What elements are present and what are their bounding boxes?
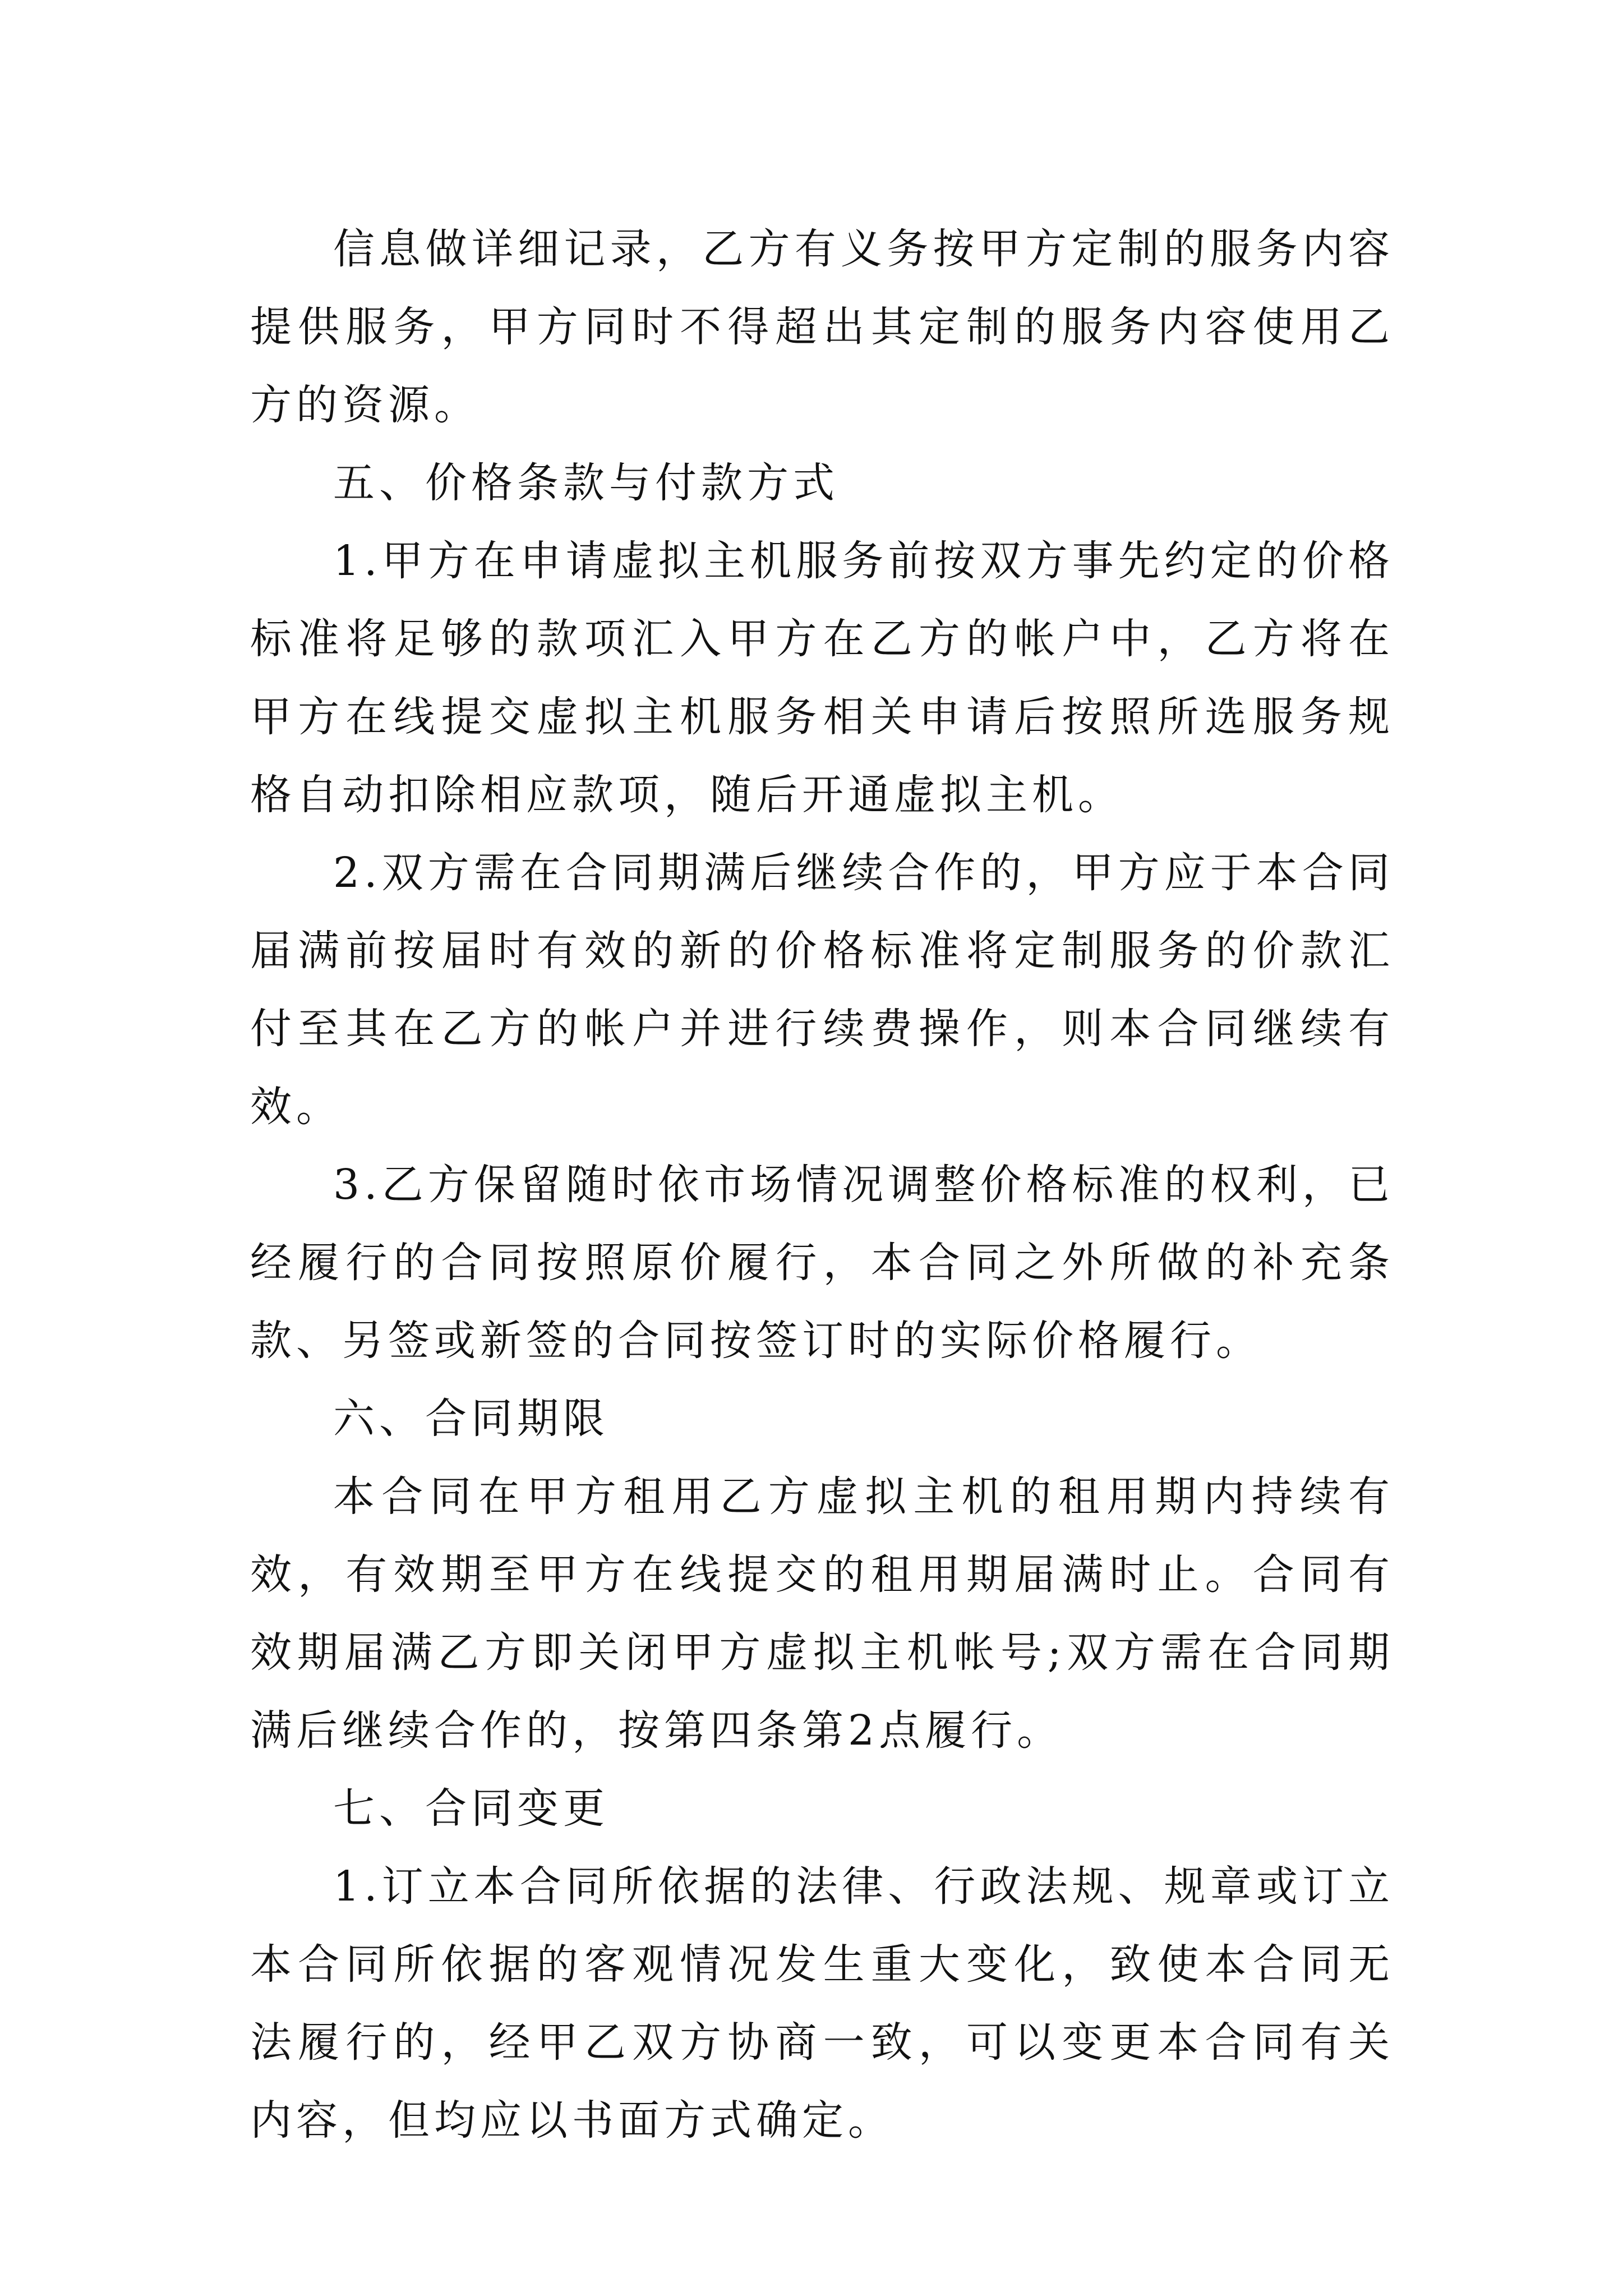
paragraph-continued: 信息做详细记录，乙方有义务按甲方定制的服务内容提供服务，甲方同时不得超出其定制的服务内容使用乙方的资源。 <box>250 225 1394 429</box>
document-body <box>250 210 1394 2160</box>
section-heading-seven: 七、合同变更 <box>333 1784 609 1833</box>
section-heading-five: 五、价格条款与付款方式 <box>333 459 839 507</box>
paragraph-five-1: 1.甲方在申请虚拟主机服务前按双方事先约定的价格标准将足够的款项汇入甲方在乙方的帐户中，乙方将在甲方在线提交虚拟主机服务相关申请后按照所选服务规格自动扣除相应款项，随后开通虚拟主机。 <box>250 537 1394 819</box>
paragraph-six-1: 本合同在甲方租用乙方虚拟主机的租用期内持续有效，有效期至甲方在线提交的租用期届满时止。合同有效期届满乙方即关闭甲方虚拟主机帐号;双方需在合同期满后继续合作的，按第四条第2点履行。 <box>250 1473 1394 1755</box>
paragraph-seven-1: 1.订立本合同所依据的法律、行政法规、规章或订立本合同所依据的客观情况发生重大变化，致使本合同无法履行的，经甲乙双方协商一致，可以变更本合同有关内容，但均应以书面方式确定。 <box>250 1862 1394 2145</box>
paragraph-five-3: 3.乙方保留随时依市场情况调整价格标准的权利，已经履行的合同按照原价履行，本合同之外所做的补充条款、另签或新签的合同按签订时的实际价格履行。 <box>250 1161 1394 1365</box>
section-heading-six: 六、合同期限 <box>333 1395 609 1443</box>
paragraph-five-2: 2.双方需在合同期满后继续合作的，甲方应于本合同届满前按届时有效的新的价格标准将定制服务的价款汇付至其在乙方的帐户并进行续费操作，则本合同继续有效。 <box>250 849 1394 1131</box>
